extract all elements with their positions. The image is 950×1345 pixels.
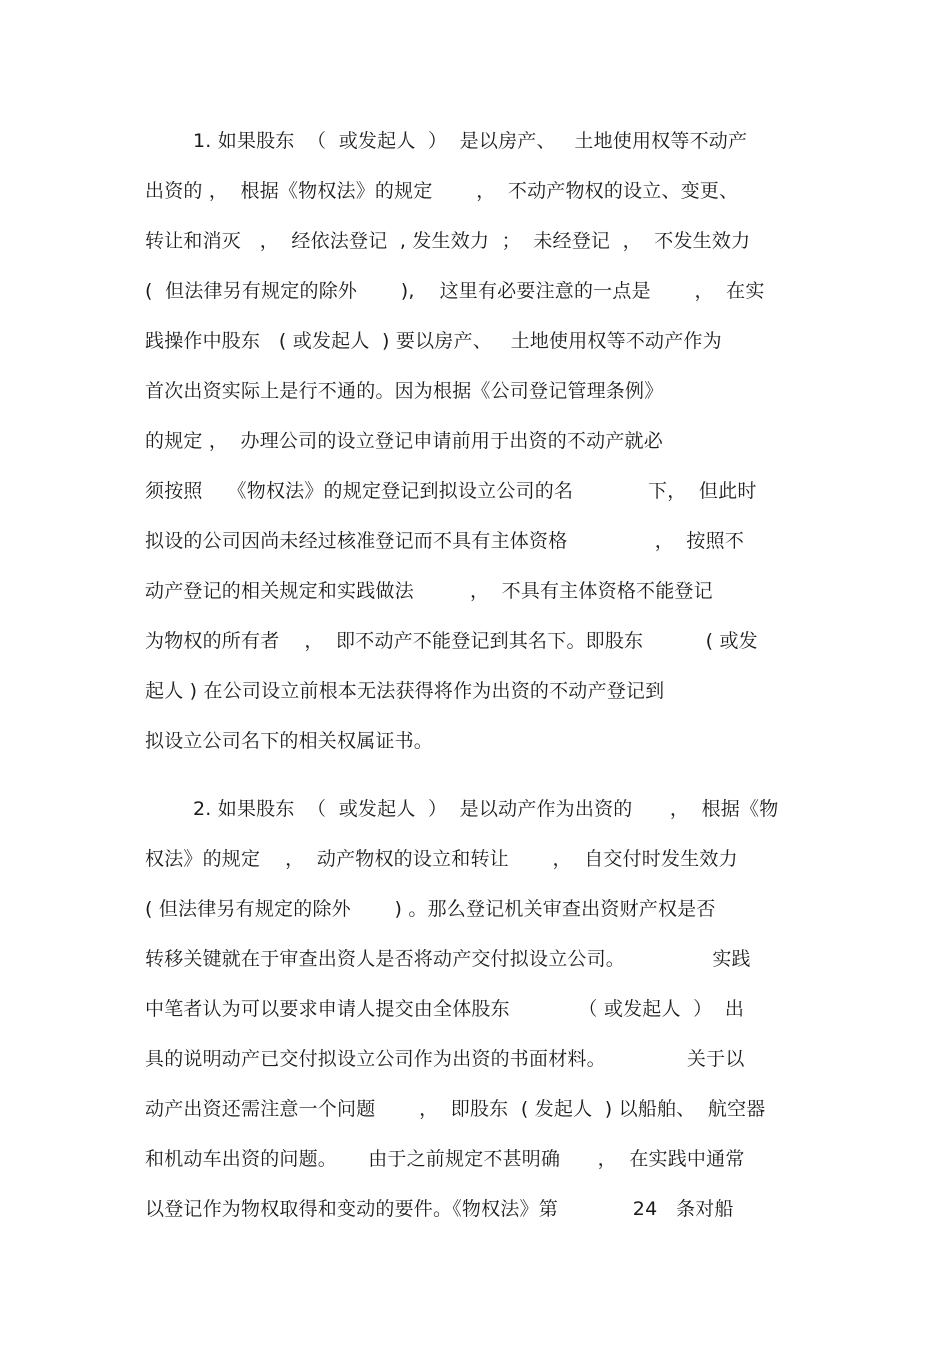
paragraph-line: 须按照 《物权法》的规定登记到拟设立公司的名 下， 但此时 xyxy=(145,480,757,502)
paragraph-2 xyxy=(145,792,805,1242)
paragraph-line: 拟设的公司因尚未经过核准登记而不具有主体资格 ， 按照不 xyxy=(145,530,745,552)
paragraph-line: 践操作中股东 ( 或发起人 ) 要以房产、 土地使用权等不动产作为 xyxy=(145,330,722,352)
paragraph-line: 动产出资还需注意一个问题 ， 即股东 ( 发起人 ) 以船舶、 航空器 xyxy=(145,1098,766,1120)
paragraph-line: 和机动车出资的问题。 由于之前规定不甚明确 ， 在实践中通常 xyxy=(145,1148,745,1170)
paragraph-line: 转让和消灭 ， 经依法登记 , 发生效力 ； 未经登记 ， 不发生效力 xyxy=(145,230,751,252)
paragraph-line: 出资的 ， 根据《物权法》的规定 ， 不动产物权的设立、变更、 xyxy=(145,180,739,202)
paragraph-line: ( 但法律另有规定的除外 ) 。那么登记机关审查出资财产权是否 xyxy=(145,898,716,920)
paragraph-line: 中笔者认为可以要求申请人提交由全体股东 （ 或发起人 ） 出 xyxy=(145,998,745,1020)
paragraph-line: 拟设立公司名下的相关权属证书。 xyxy=(145,730,434,752)
paragraph-1 xyxy=(145,124,805,774)
paragraph-line: 起人 ) 在公司设立前根本无法获得将作为出资的不动产登记到 xyxy=(145,680,665,702)
paragraph-line: 2. 如果股东 （ 或发起人 ） 是以动产作为出资的 ， 根据《物 xyxy=(193,798,779,820)
paragraph-line: 的规定 ， 办理公司的设立登记申请前用于出资的不动产就必 xyxy=(145,430,663,452)
paragraph-line: 以登记作为物权取得和变动的要件。《物权法》第 24 条对船 xyxy=(145,1198,734,1220)
paragraph-line: 权法》的规定 ， 动产物权的设立和转让 ， 自交付时发生效力 xyxy=(145,848,738,870)
paragraph-line: ( 但法律另有规定的除外 ), 这里有必要注意的一点是 ， 在实 xyxy=(145,280,765,302)
paragraph-line: 首次出资实际上是行不通的。因为根据《公司登记管理条例》 xyxy=(145,380,664,402)
paragraph-line: 为物权的所有者 ， 即不动产不能登记到其名下。即股东 ( 或发 xyxy=(145,630,758,652)
paragraph-line: 动产登记的相关规定和实践做法 ， 不具有主体资格不能登记 xyxy=(145,580,713,602)
paragraph-line: 1. 如果股东 （ 或发起人 ） 是以房产、 土地使用权等不动产 xyxy=(193,130,748,152)
paragraph-line: 转移关键就在于审查出资人是否将动产交付拟设立公司。 实践 xyxy=(145,948,751,970)
paragraph-line: 具的说明动产已交付拟设立公司作为出资的书面材料。 关于以 xyxy=(145,1048,745,1070)
